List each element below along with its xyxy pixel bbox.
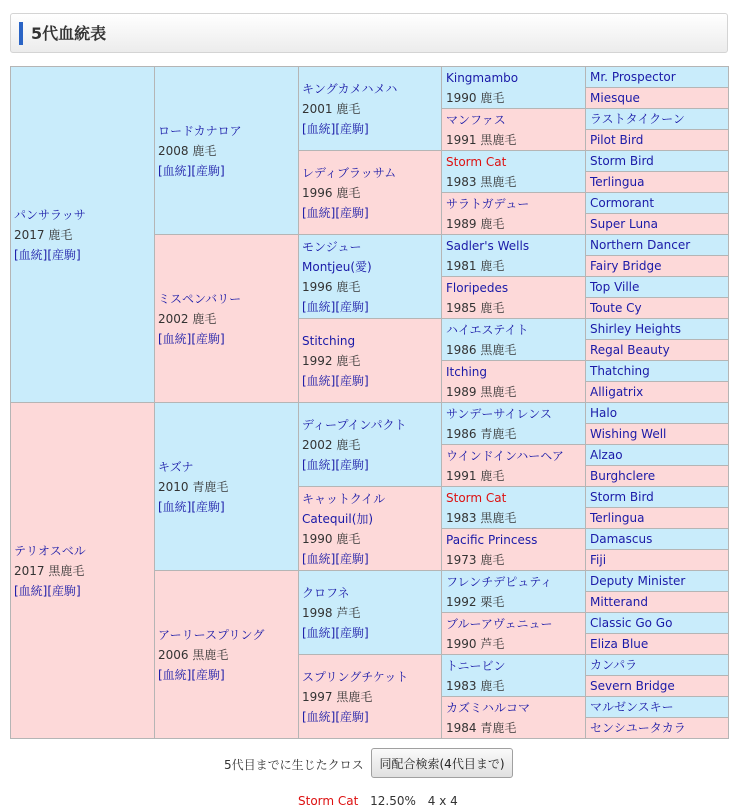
horse-info: 2001 鹿毛	[302, 101, 361, 116]
horse-links	[302, 119, 438, 139]
progeny-link[interactable]: [産駒]	[47, 247, 81, 262]
horse-name-link[interactable]: Wishing Well	[590, 427, 667, 441]
horse-info: 2006 黒鹿毛	[158, 647, 229, 662]
horse-name-link[interactable]: キングカメハメハ	[302, 81, 398, 96]
horse-links	[302, 297, 438, 317]
horse-links	[302, 623, 438, 643]
gen5-cell	[585, 171, 729, 193]
horse-name-link[interactable]: モンジュー	[302, 239, 362, 254]
horse-info: 1991 黒鹿毛	[446, 133, 517, 147]
gen5-cell	[585, 360, 729, 382]
header-accent-bar	[19, 22, 23, 45]
horse-info: 1986 黒鹿毛	[446, 343, 517, 357]
gen4-cell	[441, 276, 586, 319]
horse-info: 1983 黒鹿毛	[446, 175, 517, 189]
horse-info: 2017 鹿毛	[14, 227, 73, 242]
progeny-link[interactable]: [産駒]	[335, 373, 369, 388]
progeny-link[interactable]: [産駒]	[47, 583, 81, 598]
horse-name-link[interactable]: センシユータカラ	[590, 721, 686, 735]
gen4-cell	[441, 234, 586, 277]
gen5-cell	[585, 87, 729, 109]
horse-info: 1991 鹿毛	[446, 469, 505, 483]
gen3-cell	[298, 570, 442, 655]
horse-name-link[interactable]: Deputy Minister	[590, 574, 686, 588]
horse-name-link[interactable]: Mitterand	[590, 595, 648, 609]
pedigree-link[interactable]: [血統]	[158, 331, 192, 346]
gen5-cell	[585, 129, 729, 151]
horse-name-link[interactable]: フレンチデピュティ	[446, 575, 553, 589]
pedigree-link[interactable]: [血統]	[302, 625, 336, 640]
horse-name-link[interactable]: ウインドインハーヘア	[446, 449, 564, 463]
gen4-cell	[441, 696, 586, 739]
progeny-link[interactable]: [産駒]	[335, 121, 369, 136]
horse-name-link[interactable]: Pilot Bird	[590, 133, 644, 147]
progeny-link[interactable]: [産駒]	[191, 667, 225, 682]
horse-name-link[interactable]: Miesque	[590, 91, 640, 105]
gen4-cell	[441, 654, 586, 697]
gen3-cell	[298, 402, 442, 487]
gen5-cell	[585, 612, 729, 634]
gen4-cell	[441, 486, 586, 529]
gen4-cell	[441, 612, 586, 655]
horse-info: 2008 鹿毛	[158, 143, 217, 158]
gen4-cell	[441, 66, 586, 109]
horse-name-link[interactable]: Storm Bird	[590, 490, 654, 504]
gen3-cell	[298, 234, 442, 319]
progeny-link[interactable]: [産駒]	[335, 625, 369, 640]
horse-name-link[interactable]: Halo	[590, 406, 618, 420]
progeny-link[interactable]: [産駒]	[335, 709, 369, 724]
horse-name-link[interactable]: Damascus	[590, 532, 653, 546]
gen5-cell	[585, 717, 729, 739]
gen5-cell	[585, 696, 729, 718]
gen5-cell	[585, 402, 729, 424]
horse-name-link[interactable]: Pacific Princess	[446, 533, 538, 547]
horse-links	[302, 549, 438, 569]
progeny-link[interactable]: [産駒]	[191, 331, 225, 346]
gen5-cell	[585, 192, 729, 214]
horse-info: 1997 黒鹿毛	[302, 689, 373, 704]
gen5-cell	[585, 549, 729, 571]
horse-info: 1989 鹿毛	[446, 217, 505, 231]
horse-name-link[interactable]: マンファス	[446, 113, 506, 127]
gen4-cell	[441, 444, 586, 487]
gen2-cell	[154, 402, 299, 571]
horse-name-link[interactable]: キズナ	[158, 459, 194, 474]
horse-name-link[interactable]: Storm Cat	[446, 491, 507, 505]
progeny-link[interactable]: [産駒]	[191, 163, 225, 178]
cross-percent: 12.50%	[370, 794, 416, 808]
gen5-cell	[585, 108, 729, 130]
progeny-link[interactable]: [産駒]	[335, 205, 369, 220]
horse-origin-name-link[interactable]: Montjeu(愛)	[302, 259, 372, 274]
gen5-cell	[585, 633, 729, 655]
gen5-cell	[585, 234, 729, 256]
horse-name-link[interactable]: Toute Cy	[590, 301, 642, 315]
horse-info: 1973 鹿毛	[446, 553, 505, 567]
gen5-cell	[585, 318, 729, 340]
pedigree-link[interactable]: [血統]	[302, 121, 336, 136]
gen3-cell	[298, 486, 442, 571]
gen1-cell	[10, 66, 155, 403]
gen4-cell	[441, 570, 586, 613]
horse-name-link[interactable]: アーリースプリング	[158, 627, 265, 642]
gen5-cell	[585, 381, 729, 403]
horse-info: 1981 鹿毛	[446, 259, 505, 273]
pedigree-link[interactable]: [血統]	[14, 247, 48, 262]
pedigree-link[interactable]: [血統]	[302, 457, 336, 472]
horse-info: 1986 青鹿毛	[446, 427, 517, 441]
horse-name-link[interactable]: カンパラ	[590, 658, 638, 672]
section-header	[10, 13, 728, 53]
horse-info: 1996 鹿毛	[302, 185, 361, 200]
horse-links	[302, 203, 438, 223]
horse-name-link[interactable]: マルゼンスキー	[590, 700, 674, 714]
page-title: 5代血統表	[31, 24, 107, 43]
horse-name-link[interactable]: ハイエステイト	[446, 323, 529, 337]
horse-name-link[interactable]: クロフネ	[302, 585, 350, 600]
horse-name-link[interactable]: Thatching	[590, 364, 650, 378]
horse-name-link[interactable]: Fiji	[590, 553, 607, 567]
horse-info: 2002 鹿毛	[302, 437, 361, 452]
gen5-cell	[585, 150, 729, 172]
horse-links	[302, 455, 438, 475]
gen5-cell	[585, 591, 729, 613]
horse-name-link[interactable]: Kingmambo	[446, 71, 519, 85]
gen3-cell	[298, 654, 442, 739]
horse-name-link[interactable]: Storm Bird	[590, 154, 654, 168]
horse-name-link[interactable]: ロードカナロア	[158, 123, 242, 138]
horse-name-link[interactable]: Top Ville	[590, 280, 640, 294]
horse-name-link[interactable]: ディープインパクト	[302, 417, 407, 432]
horse-name-link[interactable]: トニービン	[446, 659, 506, 673]
horse-name-link[interactable]: サラトガデュー	[446, 197, 530, 211]
horse-links	[158, 329, 295, 349]
gen5-cell	[585, 654, 729, 676]
horse-info: 1998 芦毛	[302, 605, 361, 620]
horse-name-link[interactable]: Super Luna	[590, 217, 659, 231]
horse-links	[302, 707, 438, 727]
horse-name-link[interactable]: Northern Dancer	[590, 238, 691, 252]
horse-name-link[interactable]: ミスペンバリー	[158, 291, 242, 306]
progeny-link[interactable]: [産駒]	[191, 499, 225, 514]
gen3-cell	[298, 318, 442, 403]
gen2-cell	[154, 66, 299, 235]
gen4-cell	[441, 108, 586, 151]
gen5-cell	[585, 339, 729, 361]
horse-links	[158, 497, 295, 517]
cross-generations: 4 x 4	[427, 794, 458, 808]
horse-info: 1996 鹿毛	[302, 279, 361, 294]
horse-info: 1983 鹿毛	[446, 679, 505, 693]
gen4-cell	[441, 360, 586, 403]
pedigree-link[interactable]: [血統]	[302, 551, 336, 566]
horse-name-link[interactable]: Severn Bridge	[590, 679, 675, 693]
horse-name-link[interactable]: Storm Cat	[446, 155, 507, 169]
horse-name-link[interactable]: Classic Go Go	[590, 616, 673, 630]
horse-name-link[interactable]: Terlingua	[590, 511, 645, 525]
horse-name-link[interactable]: サンデーサイレンス	[446, 407, 552, 421]
gen5-cell	[585, 423, 729, 445]
horse-info: 2017 黒鹿毛	[14, 563, 85, 578]
cross-result	[298, 794, 466, 808]
horse-info: 1990 鹿毛	[446, 91, 505, 105]
horse-info: 2002 鹿毛	[158, 311, 217, 326]
pedigree-link[interactable]: [血統]	[302, 709, 336, 724]
pedigree-link[interactable]: [血統]	[302, 299, 336, 314]
horse-info: 1990 鹿毛	[302, 531, 361, 546]
horse-info: 1984 青鹿毛	[446, 721, 517, 735]
horse-links	[14, 245, 151, 265]
horse-name-link[interactable]: Eliza Blue	[590, 637, 649, 651]
gen5-cell	[585, 675, 729, 697]
horse-info: 1992 鹿毛	[302, 353, 361, 368]
gen5-cell	[585, 297, 729, 319]
gen2-cell	[154, 570, 299, 739]
gen4-cell	[441, 318, 586, 361]
gen5-cell	[585, 486, 729, 508]
gen3-cell	[298, 66, 442, 151]
gen5-cell	[585, 255, 729, 277]
pedigree-link[interactable]: [血統]	[302, 205, 336, 220]
horse-name-link[interactable]: Shirley Heights	[590, 322, 682, 336]
gen5-cell	[585, 66, 729, 88]
pedigree-table	[10, 66, 728, 738]
horse-origin-name-link[interactable]: Catequil(加)	[302, 511, 374, 526]
pedigree-link[interactable]: [血統]	[302, 373, 336, 388]
horse-name-link[interactable]: Floripedes	[446, 281, 509, 295]
cross-horse-link[interactable]: Storm Cat	[298, 794, 359, 808]
horse-links	[302, 371, 438, 391]
gen4-cell	[441, 150, 586, 193]
gen3-cell	[298, 150, 442, 235]
horse-name-link[interactable]: Alzao	[590, 448, 623, 462]
horse-name-link[interactable]: キャットクイル	[302, 491, 386, 506]
horse-name-link[interactable]: Sadler's Wells	[446, 239, 530, 253]
horse-info: 2010 青鹿毛	[158, 479, 229, 494]
horse-info: 1983 黒鹿毛	[446, 511, 517, 525]
horse-name-link[interactable]: ラストタイクーン	[590, 112, 685, 126]
horse-info: 1985 鹿毛	[446, 301, 505, 315]
gen4-cell	[441, 192, 586, 235]
progeny-link[interactable]: [産駒]	[335, 551, 369, 566]
gen2-cell	[154, 234, 299, 403]
gen1-cell	[10, 402, 155, 739]
horse-name-link[interactable]: Stitching	[302, 333, 356, 348]
horse-name-link[interactable]: Alligatrix	[590, 385, 644, 399]
horse-name-link[interactable]: Cormorant	[590, 196, 655, 210]
gen4-cell	[441, 402, 586, 445]
same-breeding-search-button[interactable]: 同配合検索(4代目まで)	[371, 748, 513, 778]
gen5-cell	[585, 507, 729, 529]
horse-name-link[interactable]: テリオスベル	[14, 543, 86, 558]
gen5-cell	[585, 528, 729, 550]
horse-name-link[interactable]: ブルーアヴェニュー	[446, 617, 553, 631]
cross-section	[0, 748, 742, 778]
pedigree-link[interactable]: [血統]	[158, 499, 192, 514]
horse-info: 1989 黒鹿毛	[446, 385, 517, 399]
gen5-cell	[585, 213, 729, 235]
cross-label: 5代目までに生じたクロス	[224, 758, 364, 772]
horse-name-link[interactable]: Mr. Prospector	[590, 70, 676, 84]
horse-name-link[interactable]: Itching	[446, 365, 488, 379]
horse-links	[158, 161, 295, 181]
horse-name-link[interactable]: スプリングチケット	[302, 669, 409, 684]
horse-name-link[interactable]: カズミハルコマ	[446, 701, 531, 715]
horse-info: 1990 芦毛	[446, 637, 505, 651]
horse-name-link[interactable]: Terlingua	[590, 175, 645, 189]
horse-name-link[interactable]: Burghclere	[590, 469, 656, 483]
horse-name-link[interactable]: パンサラッサ	[14, 207, 86, 222]
horse-info: 1992 栗毛	[446, 595, 505, 609]
horse-name-link[interactable]: レディブラッサム	[302, 165, 397, 180]
horse-links	[158, 665, 295, 685]
pedigree-link[interactable]: [血統]	[158, 667, 192, 682]
pedigree-link[interactable]: [血統]	[14, 583, 48, 598]
gen5-cell	[585, 570, 729, 592]
horse-links	[14, 581, 151, 601]
pedigree-link[interactable]: [血統]	[158, 163, 192, 178]
gen5-cell	[585, 465, 729, 487]
gen5-cell	[585, 276, 729, 298]
progeny-link[interactable]: [産駒]	[335, 299, 369, 314]
progeny-link[interactable]: [産駒]	[335, 457, 369, 472]
gen5-cell	[585, 444, 729, 466]
horse-name-link[interactable]: Regal Beauty	[590, 343, 670, 357]
gen4-cell	[441, 528, 586, 571]
horse-name-link[interactable]: Fairy Bridge	[590, 259, 662, 273]
